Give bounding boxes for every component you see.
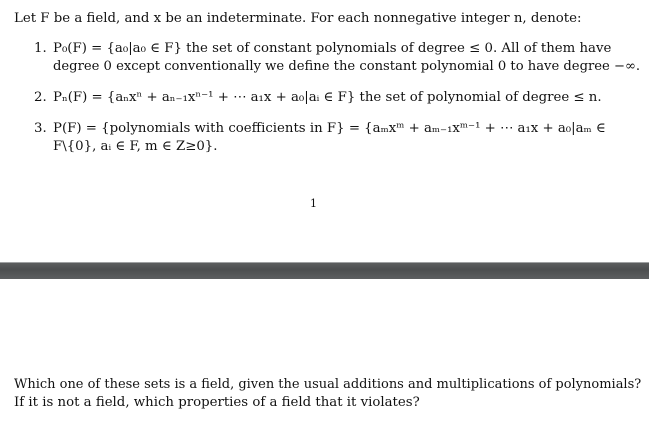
question-line-2: If it is not a field, which properties of a field that it violates? (14, 395, 420, 410)
list-item-2-line-1: Pₙ(F) = {aₙxⁿ + aₙ₋₁xⁿ⁻¹ + ⋯ a₁x + a₀|aᵢ ∈ F} the set of polynomial of degree ≤ n. (53, 90, 602, 105)
page-separator (0, 262, 649, 280)
page-number: 1 (310, 197, 317, 210)
list-item-number-2: 2. (34, 90, 47, 105)
document-page-2 (0, 279, 649, 424)
list-item-3-line-2: F\{0}, aᵢ ∈ F, m ∈ Z≥0}. (53, 139, 218, 154)
list-item-3-line-1: P(F) = {polynomials with coefficients in F} = {aₘxᵐ + aₘ₋₁xᵐ⁻¹ + ⋯ a₁x + a₀|aₘ ∈ (53, 121, 606, 136)
list-item-1-line-2: degree 0 except conventionally we define the constant polynomial 0 to have degree −∞. (53, 59, 641, 74)
list-item-1-line-1: P₀(F) = {a₀|a₀ ∈ F} the set of constant polynomials of degree ≤ 0. All of them have (53, 41, 612, 56)
question-line-1: Which one of these sets is a field, given the usual additions and multiplications of polynomials? (14, 377, 642, 392)
list-item-number-1: 1. (34, 41, 47, 56)
intro-text: Let F be a field, and x be an indeterminate. For each nonnegative integer n, denote: (14, 11, 582, 26)
list-item-number-3: 3. (34, 121, 47, 136)
